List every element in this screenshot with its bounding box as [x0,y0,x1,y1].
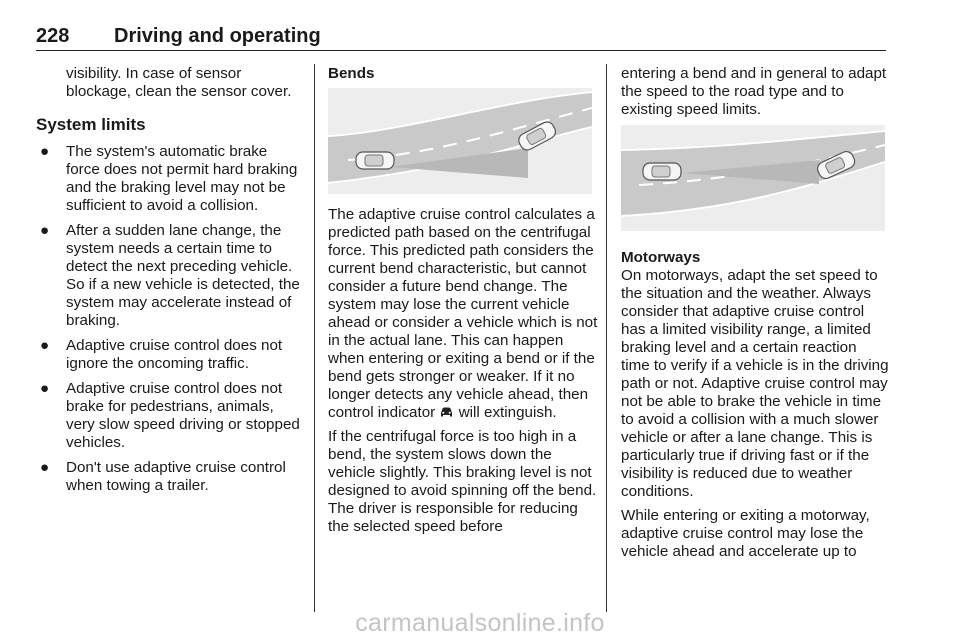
motorways-paragraph: On motorways, adapt the set speed to the situation and the weather. Always consider that adaptive cruise control has a limited visibility range, a limited braking level and a certain reaction time to verify if a vehicle is in the driving path or not. Adaptive cruise control may not be able to brake the vehicle in time to avoid a collision with a much slower vehicle or after a lane change. This is particularly true if driving fast or if the visibility is reduced due to weather conditions. [621,267,889,500]
bullet-icon: ● [40,380,50,397]
column-left [36,65,301,502]
watermark: carmanualsonline.info [355,609,605,637]
bullet-icon: ● [40,459,50,476]
column-divider [314,64,315,612]
bend-illustration-2 [621,125,885,231]
limits-list [36,143,301,495]
bends-paragraph-2: If the centrifugal force is too high in a bend, the system slows down the vehicle slightly. This braking level is not designed to avoid spinning off the bend. The driver is responsible for reducing the selected speed before [328,428,597,535]
bullet-icon: ● [40,222,50,239]
bullet-icon: ● [40,337,50,354]
list-item: ● Adaptive cruise control does not brake for pedestrians, animals, very slow speed driving or stopped vehicles. [40,380,300,451]
section-title: Driving and operating [114,25,321,47]
column-right [621,65,889,567]
bends-paragraph: The adaptive cruise control calculates a predicted path based on the centrifugal force. This predicted path considers the current bend characteristic, but cannot consider a future bend change. The system may lose the current vehicle ahead or consider a vehicle which is not in the actual lane. This can happen when entering or exiting a bend or if the bend gets stronger or weaker. If it no longer detects any vehicle ahead, then control indicator will extinguish. [328,206,598,421]
column-divider [606,64,607,612]
own-car-icon [356,152,394,169]
bends-heading: Bends [328,65,375,82]
own-car-icon [643,163,681,180]
motorways-heading: Motorways [621,249,701,266]
continued-text: entering a bend and in general to adapt the speed to the road type and to existing speed limits. [621,65,887,118]
intro-text: visibility. In case of sensor blockage, clean the sensor cover. [66,65,292,100]
list-item: ● After a sudden lane change, the system needs a certain time to detect the next preceding vehicle. So if a new vehicle is detected, the system may accelerate instead of braking. [40,222,300,329]
car-front-icon [439,406,454,418]
list-item: ● Adaptive cruise control does not ignore the oncoming traffic. [40,337,283,372]
bend-illustration [328,88,592,194]
page-header [36,22,886,51]
list-item: ● Don't use adaptive cruise control when towing a trailer. [40,459,286,494]
column-middle [328,65,598,542]
system-limits-heading: System limits [36,115,146,134]
page-number: 228 [36,25,70,47]
bullet-icon: ● [40,143,50,160]
motorways-paragraph-2: While entering or exiting a motorway, adaptive cruise control may lose the vehicle ahead and accelerate up to [621,507,870,560]
list-item: ● The system's automatic brake force does not permit hard braking and the braking level may not be sufficient to avoid a collision. [40,143,298,214]
